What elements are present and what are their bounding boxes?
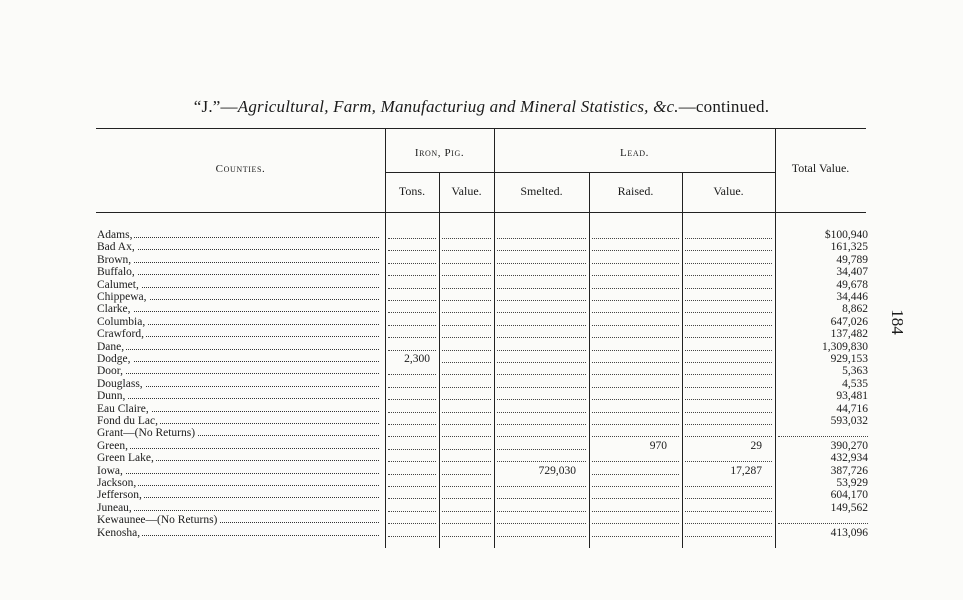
dot-leader [388,427,436,437]
dot-leader [388,365,436,375]
dot-leader [388,378,436,388]
table-row [0,365,963,377]
header-lead-value: Value. [713,184,744,198]
county-cell [97,316,381,328]
dot-leader [388,390,436,400]
county-name: Crawford, [97,328,144,341]
header-tons: Tons. [398,184,426,198]
county-name: Green, [97,439,128,452]
dot-leader [685,390,772,400]
table-row [0,303,963,315]
dot-leader [685,353,772,363]
county-cell [97,477,381,489]
dot-leader [592,266,679,276]
county-name: Eau Claire, [97,402,149,415]
table-row [0,502,963,514]
table-row [0,279,963,291]
dot-leader [685,341,772,351]
dot-leader [592,415,679,425]
county-name: Douglass, [97,377,143,390]
dot-leader [592,229,679,239]
dot-leader [497,489,586,499]
dot-leader [685,514,772,524]
county-cell [97,514,381,526]
county-cell [97,390,381,402]
dot-leader [592,502,679,512]
county-name: Grant—(No Returns) [97,427,196,440]
dot-leader [442,514,491,524]
dot-leader [497,241,586,251]
dot-leader [685,477,772,487]
dot-leader [497,365,586,375]
county-cell [97,254,381,266]
smelted-cell: 729,030 [538,464,576,477]
dot-leader [685,403,772,413]
county-name: Door, [97,365,124,378]
table-row [0,527,963,539]
dot-leader [442,241,491,251]
dot-leader [388,241,436,251]
dot-leader [442,465,491,475]
county-name: Dunn, [97,390,126,403]
raised-cell: 970 [649,439,667,452]
table-top-rule [96,128,866,129]
county-cell [97,440,381,452]
total-cell: 432,934 [830,452,868,465]
dot-leader [442,378,491,388]
total-cell: 593,032 [830,415,868,427]
dot-leader [388,440,436,450]
dot-leader [497,502,586,512]
dot-leader [442,403,491,413]
dot-leader [497,415,586,425]
county-name: Dodge, [97,353,131,365]
table-row [0,489,963,501]
county-cell [97,353,381,365]
dot-leader [442,365,491,375]
county-cell [97,415,381,427]
total-cell: 149,562 [830,501,868,514]
dot-leader [685,527,772,537]
table-row [0,415,963,427]
dot-leader [497,440,586,450]
county-name: Buffalo, [97,266,135,279]
dot-leader [685,241,772,251]
total-cell: 413,096 [830,526,868,539]
dot-leader [442,254,491,264]
dot-leader [592,403,679,413]
table-row [0,341,963,353]
dot-leader [592,527,679,537]
total-cell: 929,153 [830,353,868,365]
dot-leader [388,328,436,338]
total-cell: 49,678 [836,278,868,291]
dot-leader [685,291,772,301]
dot-leader [592,279,679,289]
county-cell [97,341,381,353]
county-name: Jackson, [97,477,137,489]
county-cell [97,328,381,340]
dot-leader [592,390,679,400]
county-name: Clarke, [97,303,131,316]
dot-leader [442,303,491,313]
total-cell: 34,446 [836,291,868,303]
dot-leader [388,477,436,487]
dot-leader [592,353,679,363]
county-cell [97,279,381,291]
table-row [0,254,963,266]
county-cell [97,527,381,539]
dot-leader [778,514,868,524]
table-row [0,316,963,328]
dot-leader [685,452,772,462]
title-suffix: —continued. [678,97,770,116]
dot-leader [685,254,772,264]
total-cell: 390,270 [830,439,868,452]
title-italic: Agricultural, Farm, Manufacturiug and Mineral Statistics, &c. [237,97,679,116]
county-name: Adams, [97,229,133,241]
total-cell: 604,170 [830,489,868,502]
dot-leader [685,229,772,239]
dot-leader [442,415,491,425]
dot-leader [592,341,679,351]
county-cell [97,489,381,501]
county-name: Chippewa, [97,291,147,303]
dot-leader [497,527,586,537]
dot-leader [388,502,436,512]
dot-leader [442,477,491,487]
dot-leader [497,279,586,289]
total-cell: 647,026 [830,315,868,328]
dot-leader [497,229,586,239]
dot-leader [497,303,586,313]
dot-leader [388,527,436,537]
county-cell [97,452,381,464]
total-cell: 49,789 [836,253,868,266]
dot-leader [388,266,436,276]
total-cell: 8,862 [842,303,868,316]
dot-leader [388,341,436,351]
header-iron-value: Value. [451,184,482,198]
table-row [0,403,963,415]
county-cell [97,465,381,477]
total-cell: 161,325 [830,241,868,254]
dot-leader [592,291,679,301]
dot-leader [388,514,436,524]
county-name: Brown, [97,253,132,266]
county-name: Jefferson, [97,489,142,502]
dot-leader [388,291,436,301]
dot-leader [685,427,772,437]
table-row [0,241,963,253]
county-name: Green Lake, [97,452,154,465]
dot-leader [442,489,491,499]
dot-leader [497,390,586,400]
dot-leader [592,489,679,499]
table-row [0,291,963,303]
dot-leader [497,378,586,388]
dot-leader [592,254,679,264]
dot-leader [592,452,679,462]
dot-leader [685,279,772,289]
dot-leader [388,229,436,239]
dot-leader [592,365,679,375]
title-prefix: “J.”— [193,97,238,116]
dot-leader [592,477,679,487]
dot-leader [685,502,772,512]
total-cell: 387,726 [830,464,868,477]
county-cell [97,241,381,253]
total-cell: 1,309,830 [822,340,868,353]
dot-leader [388,403,436,413]
dot-leader [685,415,772,425]
dot-leader [388,415,436,425]
dot-leader [592,303,679,313]
table-row [0,440,963,452]
dot-leader [442,279,491,289]
dot-leader [685,316,772,326]
dot-leader [497,254,586,264]
dot-leader [778,427,868,437]
dot-leader [497,328,586,338]
dot-leader [442,291,491,301]
dot-leader [592,316,679,326]
dot-leader [442,452,491,462]
dot-leader [685,303,772,313]
total-cell: 44,716 [836,402,868,415]
dot-leader [592,378,679,388]
dot-leader [497,291,586,301]
dot-leader [442,390,491,400]
county-name: Columbia, [97,315,146,328]
dot-leader [388,254,436,264]
table-row [0,328,963,340]
dot-leader [442,328,491,338]
dot-leader [442,427,491,437]
dot-leader [592,241,679,251]
dot-leader [592,328,679,338]
dot-leader [592,514,679,524]
page-title [0,97,963,117]
county-cell [97,291,381,303]
dot-leader [685,365,772,375]
table-row [0,390,963,402]
table-row [0,465,963,477]
table-row [0,477,963,489]
total-cell: 93,481 [836,390,868,403]
dot-leader [442,440,491,450]
table-row [0,427,963,439]
dot-leader [685,266,772,276]
dot-leader [497,353,586,363]
dot-leader [497,341,586,351]
dot-leader [497,477,586,487]
county-name: Kewaunee—(No Returns) [97,514,218,527]
tons-cell: 2,300 [404,353,430,365]
dot-leader [592,427,679,437]
dot-leader [592,465,679,475]
table-row [0,353,963,365]
total-cell: 34,407 [836,266,868,279]
header-total-value: Total Value. [791,161,850,175]
total-cell: 4,535 [842,377,868,390]
header-bottom-rule [96,212,866,213]
county-cell [97,303,381,315]
dot-leader [497,452,586,462]
county-cell [97,403,381,415]
dot-leader [442,316,491,326]
lead-value-cell: 17,287 [730,464,762,477]
county-cell [97,378,381,390]
table-row [0,514,963,526]
dot-leader [388,303,436,313]
dot-leader [388,316,436,326]
county-cell [97,229,381,241]
county-name: Calumet, [97,278,139,291]
dot-leader [388,489,436,499]
total-cell: $100,940 [824,229,868,241]
dot-leader [497,427,586,437]
county-name: Kenosha, [97,526,141,539]
dot-leader [442,527,491,537]
dot-leader [388,452,436,462]
county-name: Fond du Lac, [97,415,159,427]
header-lead: Lead. [620,147,649,159]
table-row [0,266,963,278]
total-cell: 53,929 [836,477,868,489]
header-iron-pig: Iron, Pig. [414,147,465,159]
dot-leader [442,341,491,351]
dot-leader [442,353,491,363]
dot-leader [442,502,491,512]
county-name: Iowa, [97,464,123,477]
page-number: 184 [887,309,907,335]
dot-leader [388,465,436,475]
dot-leader [497,403,586,413]
county-name: Bad Ax, [97,241,135,254]
dot-leader [685,378,772,388]
subheader-rule [385,172,775,173]
header-counties: Counties. [215,163,266,175]
dot-leader [442,229,491,239]
dot-leader [685,328,772,338]
dot-leader [388,279,436,289]
header-raised: Raised. [617,184,654,198]
county-cell [97,502,381,514]
county-cell [97,365,381,377]
dot-leader [497,316,586,326]
total-cell: 137,482 [830,328,868,341]
table-row [0,452,963,464]
total-cell: 5,363 [842,365,868,378]
table-row [0,378,963,390]
county-name: Dane, [97,340,125,353]
county-cell [97,427,381,439]
dot-leader [497,514,586,524]
county-cell [97,266,381,278]
dot-leader [442,266,491,276]
county-name: Juneau, [97,501,132,514]
table-row [0,229,963,241]
dot-leader [497,266,586,276]
lead-value-cell: 29 [750,439,762,452]
dot-leader [685,489,772,499]
header-smelted: Smelted. [520,184,563,198]
